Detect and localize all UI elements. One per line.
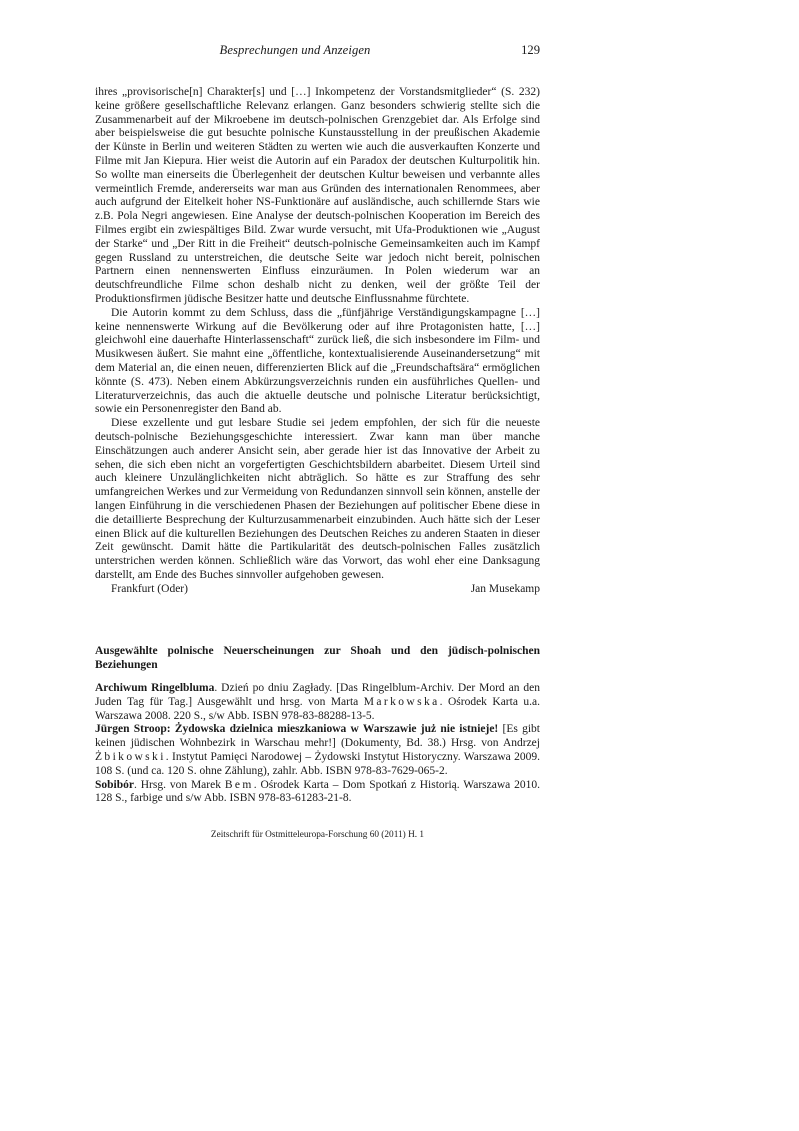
review-signature <box>111 583 540 597</box>
page-number: 129 <box>521 43 540 57</box>
running-title: Besprechungen und Anzeigen <box>219 43 371 57</box>
entry-text: . Dzień po dniu Zagłady. [Das Ringelblum-Archiv. Der Mord an den Juden Tag für Tag.] Ausgewählt und hrsg. von Marta <box>95 682 540 708</box>
bibliography-entry <box>95 682 540 723</box>
entry-text: . Hrsg. von Marek <box>134 778 225 791</box>
entry-text: . Ośrodek Karta u.a. Warszawa 2008. 220 S., s/w Abb. ISBN 978-83-88288-13-5. <box>95 695 540 722</box>
entry-editor: Markowska <box>363 695 440 708</box>
entry-title: Archiwum Ringelbluma <box>95 682 215 694</box>
review-paragraph-2: Die Autorin kommt zu dem Schluss, dass die „fünfjährige Verständigungskampagne […] keine nennenswerte Wirkung auf die Bevölkerung oder auf ihre Protagonisten hatte, […] gleichwohl eine dauerhafte Hinterlassenschaft“ zurück ließ, die sich insbesondere im Film- und Musikwesen äußert. Sie mahnt eine „öffentliche, kontextualisierende Auseinandersetzung“ mit dem Material an, die einen neuen, differenzierten Blick auf die „Freundschaftsära“ ermöglichen könnte (S. 473). Neben einem Abkürzungsverzeichnis runden ein ausführliches Quellen- und Literaturverzeichnis, das auch die aktuelle deutsche und polnische Literatur berücksichtigt, sowie ein Personenregister den Band ab. <box>95 306 540 416</box>
bibliography-entry <box>95 723 540 778</box>
entry-editor: Żbikowski <box>95 750 166 763</box>
entry-text: . Instytut Pamięci Narodowej – Żydowski Instytut Historyczny. Warszawa 2009. 108 S. (und ca. 120 S. ohne Zählung), zahlr. Abb. ISBN 978-83-7629-065-2. <box>95 750 540 777</box>
entry-title: Jürgen Stroop: Żydowska dzielnica mieszkaniowa w Warszawie już nie istnieje! <box>95 723 499 736</box>
section-heading: Ausgewählte polnische Neuerscheinungen zur Shoah und den jüdisch-polnischen Beziehungen <box>95 645 540 671</box>
entry-title: Sobibór <box>95 778 134 791</box>
reviewer-name: Jan Musekamp <box>470 582 540 595</box>
journal-footer: Zeitschrift für Ostmitteleuropa-Forschung 60 (2011) H. 1 <box>210 830 425 840</box>
bibliography-entry <box>95 779 540 807</box>
review-place: Frankfurt (Oder) <box>111 582 188 595</box>
bibliography-list <box>95 682 540 806</box>
running-head <box>95 43 540 61</box>
review-paragraph-1: ihres „provisorische[n] Charakter[s] und […] Inkompetenz der Vorstandsmitglieder“ (S. 232) keine größere gesellschaftliche Relevanz erlangen. Ganz besonders schwierig stellte sich die Zusammenarbeit auf der Mikroebene im deutsch-polnischen Grenzgebiet dar. Als Erfolge sind aber beispielsweise die gut besuchte polnische Kunstausstellung in der preußischen Akademie der Künste in Berlin und weiteren Städten zu werten wie auch die ausverkauften Konzerte und Filme mit Jan Kiepura. Hier weist die Autorin auf ein Paradox der deutschen Kulturpolitik hin. So wollte man einerseits die Überlegenheit der deutschen Kultur beweisen und verbannte alles vermeintlich Fremde, andererseits war man aus Gründen des internationalen Renommees, aber auch aufgrund der Eitelkeit hoher NS-Funktionäre auf ausländische, auch schillernde Stars wie z.B. Pola Negri angewiesen. Eine Analyse der deutsch-polnischen Kooperation im Bereich des Filmes ergibt ein zwiespältiges Bild. Zwar wurde versucht, mit Ufa-Produktionen wie „August der Starke“ und „Der Ritt in die Freiheit“ deutsch-polnische Gemeinsamkeiten auch im Kampf gegen Russland zu unterstreichen, die deutsche Seite war jedoch nicht bereit, polnischen Partnern einen nennenswerten Einfluss einzuräumen. In Polen wiederum war an deutschfreundliche Filme schon deshalb nicht zu denken, weil der größte Teil der Produktionsfirmen jüdische Besitzer hatte und deutsche Einflussnahme fürchtete. <box>95 86 540 305</box>
entry-text: . Ośrodek Karta – Dom Spotkań z Historią. Warszawa 2010. 128 S., farbige und s/w Abb. ISBN 978-83-61283-21-8. <box>95 778 540 805</box>
entry-text: [Es gibt keinen jüdischen Wohnbezirk in Warschau mehr!] (Dokumenty, Bd. 38.) Hrsg. von Andrzej <box>95 723 540 750</box>
review-body <box>95 86 540 597</box>
review-paragraph-3: Diese exzellente und gut lesbare Studie sei jedem empfohlen, der sich für die neueste deutsch-polnische Beziehungsgeschichte interessiert. Zwar kann man über manche Einschätzungen auch anderer Ansicht sein, aber gerade hier ist das Innovative der Arbeit zu sehen, die sich eben nicht an vorgefertigten Geschichtsbildern abarbeitet. Diesem Urteil sind auch kleinere Unzulänglichkeiten nicht abträglich. So hätte es zur Straffung des sehr umfangreichen Werkes und zur Vermeidung von Redundanzen sinnvoll sein können, anstelle der langen Einführung in die verschiedenen Phasen der Beziehungen auf politischer Ebene diese in die detaillierte Besprechung der Kulturzusammenarbeit einzubinden. Auch hätte sich der Leser einen Blick auf die kulturellen Beziehungen des Deutschen Reiches zu anderen Staaten in dieser Zeit gewünscht. Damit hätte die Partikularität des deutsch-polnischen Falles zusätzlich unterstrichen werden können. Schließlich wäre das Vorwort, das wohl eher eine Danksagung darstellt, am Ende des Buches sinnvoller aufgehoben gewesen. <box>95 417 540 581</box>
entry-editor: Bem <box>224 778 254 791</box>
